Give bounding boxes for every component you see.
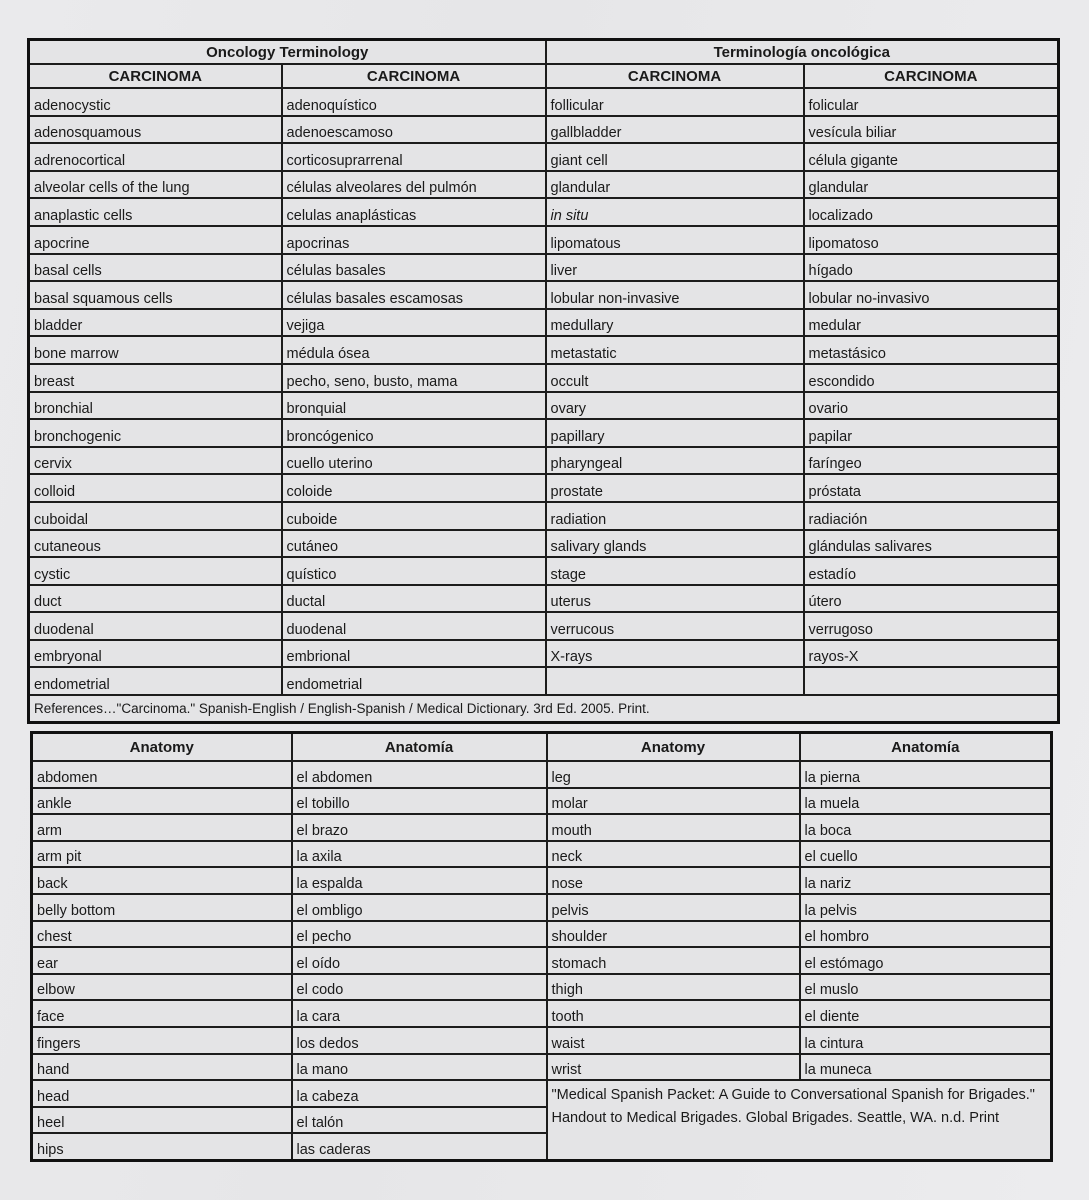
table-cell: adenocystic (29, 88, 282, 116)
table-cell: útero (804, 585, 1059, 613)
column-header: CARCINOMA (282, 64, 546, 88)
table-cell: medullary (546, 309, 804, 337)
table-cell: duodenal (282, 612, 546, 640)
table-cell: stomach (547, 947, 800, 974)
column-header: Anatomy (32, 733, 292, 762)
table-cell: ear (32, 947, 292, 974)
anatomy-rows (32, 761, 1052, 1160)
table-cell: follicular (546, 88, 804, 116)
table-cell: cutáneo (282, 530, 546, 558)
anatomy-table (30, 731, 1053, 1162)
table-cell: apocrinas (282, 226, 546, 254)
table-cell: los dedos (292, 1027, 547, 1054)
table-row (32, 1000, 1052, 1027)
table-row (32, 974, 1052, 1001)
table-cell: broncógenico (282, 419, 546, 447)
table-cell: próstata (804, 474, 1059, 502)
table-cell: la pelvis (800, 894, 1052, 921)
table-cell: el tobillo (292, 788, 547, 815)
table-cell: escondido (804, 364, 1059, 392)
table-cell: arm (32, 814, 292, 841)
table-cell: bronchial (29, 392, 282, 420)
table-cell: pharyngeal (546, 447, 804, 475)
table-row (32, 814, 1052, 841)
table-cell: ankle (32, 788, 292, 815)
table-row (29, 502, 1059, 530)
table-row (29, 364, 1059, 392)
table-cell: wrist (547, 1054, 800, 1081)
table-row (32, 841, 1052, 868)
table-cell: la cintura (800, 1027, 1052, 1054)
table-cell: la muela (800, 788, 1052, 815)
table-cell: heel (32, 1107, 292, 1134)
table-row (29, 281, 1059, 309)
table-row (29, 336, 1059, 364)
table-cell: colloid (29, 474, 282, 502)
table-row (29, 447, 1059, 475)
table-row (29, 667, 1059, 695)
table-cell: occult (546, 364, 804, 392)
table-cell: uterus (546, 585, 804, 613)
table-row (32, 894, 1052, 921)
table-cell: anaplastic cells (29, 198, 282, 226)
table-cell: waist (547, 1027, 800, 1054)
table-cell: hips (32, 1133, 292, 1160)
table-cell: alveolar cells of the lung (29, 171, 282, 199)
table-row (29, 557, 1059, 585)
table-row (29, 530, 1059, 558)
table-cell: gallbladder (546, 116, 804, 144)
column-header: CARCINOMA (804, 64, 1059, 88)
anatomy-citation: "Medical Spanish Packet: A Guide to Conversational Spanish for Brigades." Handout to Medical Brigades. Global Brigades. Seattle, WA. n.d. Print (547, 1080, 1052, 1160)
table-cell: glandular (546, 171, 804, 199)
table-cell: lobular non-invasive (546, 281, 804, 309)
oncology-title-english: Oncology Terminology (29, 40, 546, 65)
table-cell: el brazo (292, 814, 547, 841)
table-cell: célula gigante (804, 143, 1059, 171)
table-cell: apocrine (29, 226, 282, 254)
table-cell: cuello uterino (282, 447, 546, 475)
table-row (32, 1027, 1052, 1054)
table-row (29, 171, 1059, 199)
table-cell: adenoquístico (282, 88, 546, 116)
table-cell: el estómago (800, 947, 1052, 974)
table-row (32, 761, 1052, 788)
table-row (29, 116, 1059, 144)
table-cell: duct (29, 585, 282, 613)
table-cell: stage (546, 557, 804, 585)
table-cell (546, 667, 804, 695)
column-header: CARCINOMA (29, 64, 282, 88)
table-cell: endometrial (282, 667, 546, 695)
table-row (29, 254, 1059, 282)
table-cell: arm pit (32, 841, 292, 868)
table-cell: verrugoso (804, 612, 1059, 640)
table-row (32, 788, 1052, 815)
table-cell: lobular no-invasivo (804, 281, 1059, 309)
table-cell: el oído (292, 947, 547, 974)
table-cell: células basales escamosas (282, 281, 546, 309)
table-cell: la cara (292, 1000, 547, 1027)
table-row (29, 585, 1059, 613)
table-cell: localizado (804, 198, 1059, 226)
table-cell: head (32, 1080, 292, 1107)
table-cell: adenosquamous (29, 116, 282, 144)
table-cell: la cabeza (292, 1080, 547, 1107)
table-cell: bronchogenic (29, 419, 282, 447)
table-cell: metastásico (804, 336, 1059, 364)
table-row (32, 1054, 1052, 1081)
table-cell: glándulas salivares (804, 530, 1059, 558)
table-cell: breast (29, 364, 282, 392)
table-cell: thigh (547, 974, 800, 1001)
table-cell (804, 667, 1059, 695)
table-cell: verrucous (546, 612, 804, 640)
table-cell: prostate (546, 474, 804, 502)
table-row (29, 143, 1059, 171)
table-cell: shoulder (547, 921, 800, 948)
table-cell: pelvis (547, 894, 800, 921)
table-cell: faríngeo (804, 447, 1059, 475)
table-cell: belly bottom (32, 894, 292, 921)
table-cell: cuboide (282, 502, 546, 530)
table-cell: back (32, 867, 292, 894)
table-cell: cuboidal (29, 502, 282, 530)
table-cell: cystic (29, 557, 282, 585)
table-cell: la boca (800, 814, 1052, 841)
table-cell: la espalda (292, 867, 547, 894)
table-cell: la pierna (800, 761, 1052, 788)
table-row (29, 419, 1059, 447)
table-row (29, 612, 1059, 640)
table-cell: el pecho (292, 921, 547, 948)
oncology-reference: References…"Carcinoma." Spanish-English / English-Spanish / Medical Dictionary. 3rd Ed. 2005. Print. (29, 695, 1059, 723)
table-cell: embrional (282, 640, 546, 668)
table-cell: in situ (546, 198, 804, 226)
table-cell: pecho, seno, busto, mama (282, 364, 546, 392)
table-cell: médula ósea (282, 336, 546, 364)
table-row (32, 921, 1052, 948)
table-row (29, 309, 1059, 337)
table-cell: chest (32, 921, 292, 948)
table-cell: el ombligo (292, 894, 547, 921)
table-cell: abdomen (32, 761, 292, 788)
table-cell: leg (547, 761, 800, 788)
column-header: Anatomía (292, 733, 547, 762)
oncology-rows (29, 88, 1059, 695)
table-cell: bone marrow (29, 336, 282, 364)
table-cell: radiation (546, 502, 804, 530)
table-cell: endometrial (29, 667, 282, 695)
oncology-title-spanish: Terminología oncológica (546, 40, 1059, 65)
table-cell: el diente (800, 1000, 1052, 1027)
table-cell: medular (804, 309, 1059, 337)
table-cell: tooth (547, 1000, 800, 1027)
table-row (32, 1080, 1052, 1107)
table-cell: la axila (292, 841, 547, 868)
table-row (29, 226, 1059, 254)
table-cell: el talón (292, 1107, 547, 1134)
table-cell: glandular (804, 171, 1059, 199)
table-cell: lipomatoso (804, 226, 1059, 254)
table-cell: vesícula biliar (804, 116, 1059, 144)
table-cell: liver (546, 254, 804, 282)
table-cell: bronquial (282, 392, 546, 420)
table-cell: la muneca (800, 1054, 1052, 1081)
table-cell: adenoescamoso (282, 116, 546, 144)
table-row (32, 867, 1052, 894)
table-cell: celulas anaplásticas (282, 198, 546, 226)
table-cell: el abdomen (292, 761, 547, 788)
table-row (29, 474, 1059, 502)
table-cell: el cuello (800, 841, 1052, 868)
table-cell: rayos-X (804, 640, 1059, 668)
table-cell: células alveolares del pulmón (282, 171, 546, 199)
table-cell: hígado (804, 254, 1059, 282)
table-cell: hand (32, 1054, 292, 1081)
table-cell: radiación (804, 502, 1059, 530)
table-cell: metastatic (546, 336, 804, 364)
table-cell: la mano (292, 1054, 547, 1081)
table-cell: quístico (282, 557, 546, 585)
table-cell: face (32, 1000, 292, 1027)
column-header: Anatomía (800, 733, 1052, 762)
table-cell: mouth (547, 814, 800, 841)
table-cell: ovario (804, 392, 1059, 420)
table-cell: células basales (282, 254, 546, 282)
table-cell: embryonal (29, 640, 282, 668)
table-cell: nose (547, 867, 800, 894)
table-row (29, 88, 1059, 116)
table-cell: el codo (292, 974, 547, 1001)
table-cell: basal squamous cells (29, 281, 282, 309)
table-cell: folicular (804, 88, 1059, 116)
table-cell: lipomatous (546, 226, 804, 254)
column-header: Anatomy (547, 733, 800, 762)
table-cell: X-rays (546, 640, 804, 668)
table-cell: el hombro (800, 921, 1052, 948)
table-cell: neck (547, 841, 800, 868)
table-cell: adrenocortical (29, 143, 282, 171)
table-cell: fingers (32, 1027, 292, 1054)
table-cell: vejiga (282, 309, 546, 337)
table-cell: papilar (804, 419, 1059, 447)
table-cell: bladder (29, 309, 282, 337)
table-cell: cervix (29, 447, 282, 475)
table-cell: giant cell (546, 143, 804, 171)
table-row (29, 198, 1059, 226)
table-row (29, 640, 1059, 668)
table-cell: ovary (546, 392, 804, 420)
table-cell: estadío (804, 557, 1059, 585)
table-cell: elbow (32, 974, 292, 1001)
table-cell: coloide (282, 474, 546, 502)
table-row (29, 392, 1059, 420)
oncology-terminology-table (27, 38, 1060, 724)
table-cell: las caderas (292, 1133, 547, 1160)
table-cell: papillary (546, 419, 804, 447)
table-cell: ductal (282, 585, 546, 613)
table-row (32, 947, 1052, 974)
table-cell: basal cells (29, 254, 282, 282)
table-cell: duodenal (29, 612, 282, 640)
column-header: CARCINOMA (546, 64, 804, 88)
table-cell: salivary glands (546, 530, 804, 558)
table-cell: corticosuprarrenal (282, 143, 546, 171)
table-cell: el muslo (800, 974, 1052, 1001)
table-cell: molar (547, 788, 800, 815)
table-cell: cutaneous (29, 530, 282, 558)
table-cell: la nariz (800, 867, 1052, 894)
